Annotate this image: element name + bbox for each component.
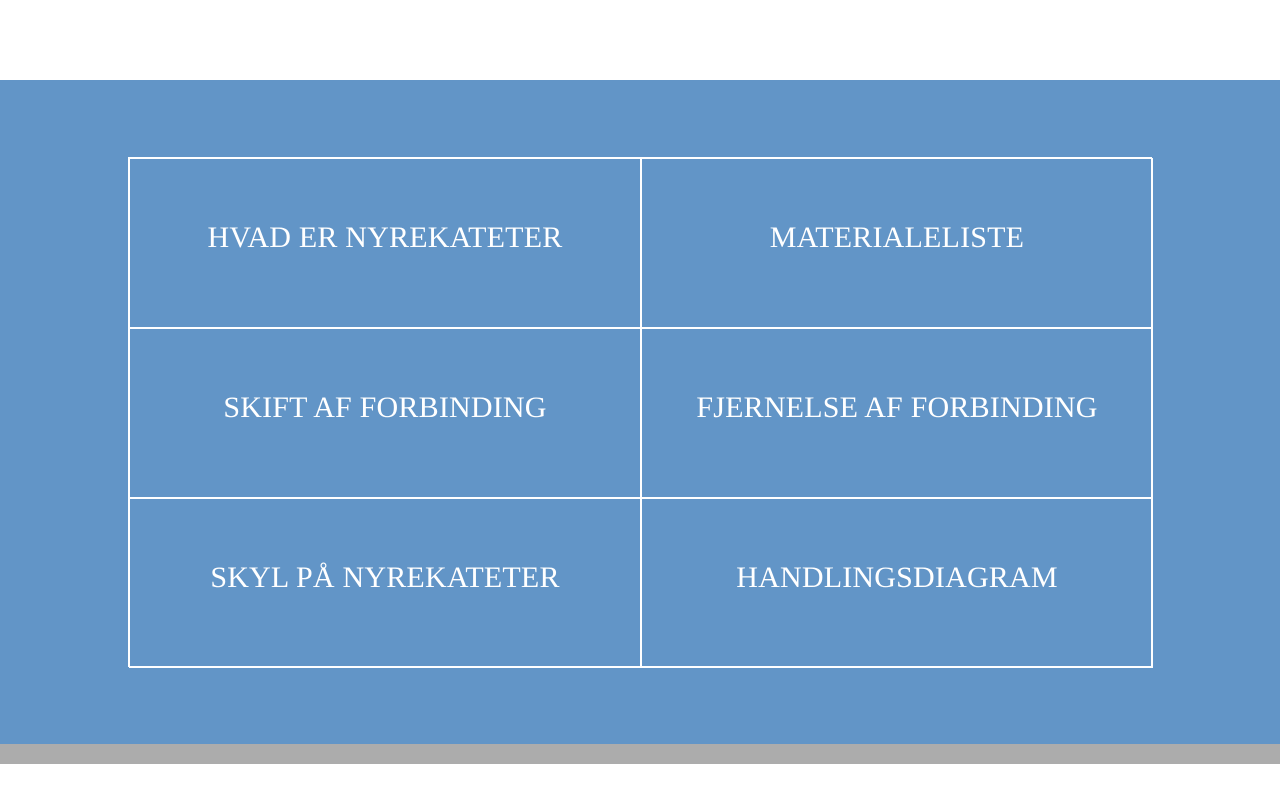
menu-tile-skyl-paa-nyrekateter[interactable]: [129, 498, 641, 668]
menu-tile-label: SKYL PÅ NYREKATETER: [210, 561, 560, 594]
menu-tile-label: SKIFT AF FORBINDING: [223, 391, 547, 424]
menu-tile-label: FJERNELSE AF FORBINDING: [696, 391, 1098, 424]
footer-bar: [0, 744, 1280, 764]
menu-tile-hvad-er-nyrekateter[interactable]: [129, 158, 641, 328]
menu-tile-label: HVAD ER NYREKATETER: [207, 221, 563, 254]
menu-tile-fjernelse-af-forbinding[interactable]: [641, 328, 1153, 498]
menu-tile-handlingsdiagram[interactable]: [641, 498, 1153, 668]
main-menu-panel: [0, 80, 1280, 744]
bottom-area: [0, 764, 1280, 800]
menu-tile-label: MATERIALELISTE: [769, 221, 1025, 254]
menu-tile-skift-af-forbinding[interactable]: [129, 328, 641, 498]
menu-tile-materialeliste[interactable]: [641, 158, 1153, 328]
top-header-area: [0, 0, 1280, 80]
menu-tile-label: HANDLINGSDIAGRAM: [736, 561, 1058, 594]
menu-grid: [128, 157, 1152, 667]
